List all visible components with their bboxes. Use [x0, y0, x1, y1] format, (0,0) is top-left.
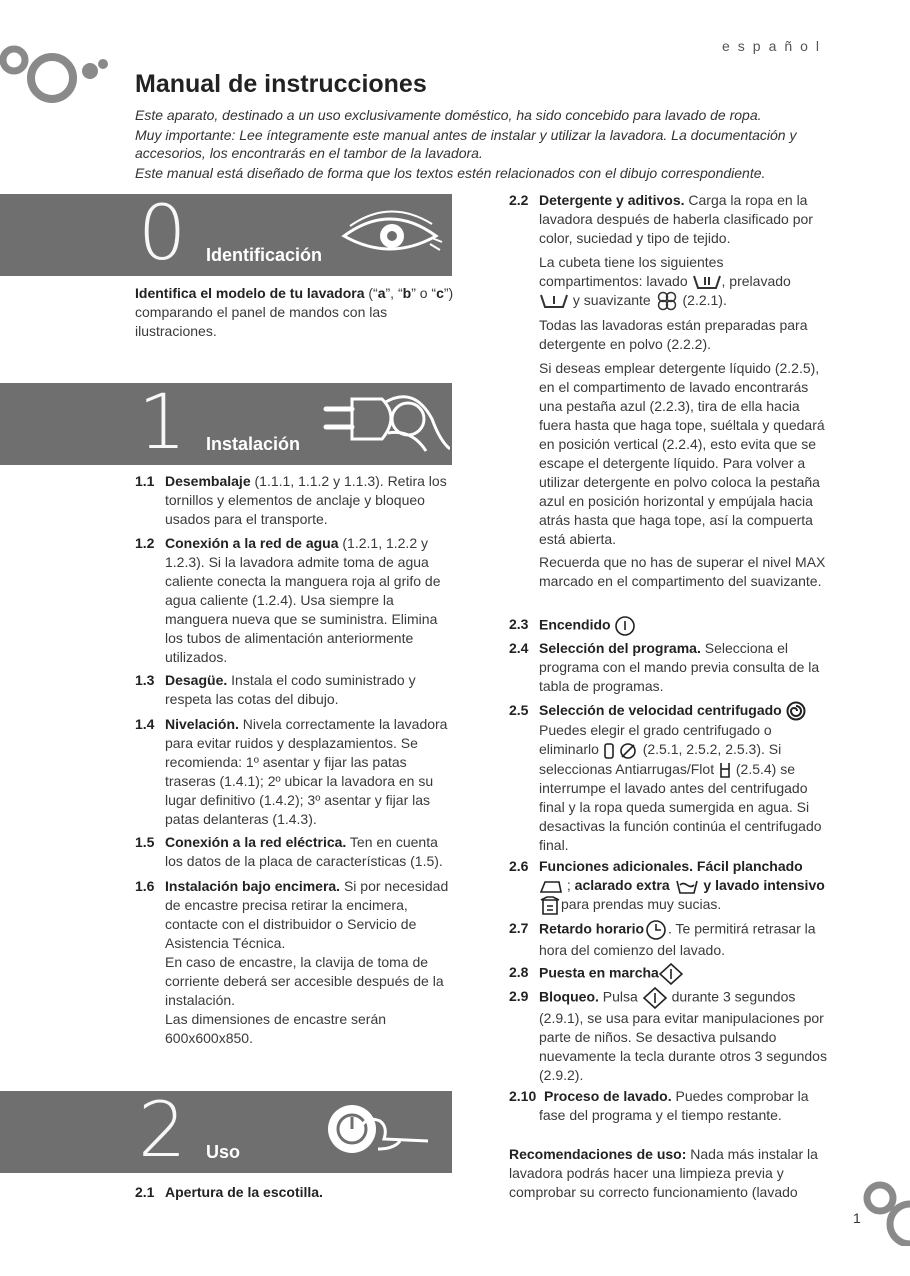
section-0-banner [0, 188, 452, 277]
clock-icon [644, 919, 668, 941]
eye-icon [340, 208, 444, 262]
list-item: 2.4 Selección del programa. Selecciona el programa con el mando previa consulta de la tabla de programas. [509, 640, 820, 694]
section-number: 1 [138, 377, 187, 466]
extra-rinse-icon [674, 877, 700, 895]
section-number: 0 [138, 188, 187, 277]
list-item: 2.5 Selección de velocidad centrifugado Puedes elegir el grado centrifugado o eliminarlo (2.5.1, 2.5.2, 2.5.3). Si seleccionas Antiarrugas/Flot (2.5.4) se interrumpe el lavado antes del centrifugado final y la ropa queda sumergida en agua. Si desactivas la función continúa el centrifugado final. [509, 702, 822, 853]
finger-button-icon [318, 1099, 438, 1167]
paragraph: Si deseas emplear detergente líquido (2.2.5), en el compartimento de lavado encontrarás una pestaña azul (2.2.3), tira de ella hacia fuera hasta que haga tope, suéltala y quedará en posición vertical (2.2.4), esto evita que se escape el detergente líquido. Para volver a utilizar detergente en polvo coloca la pestaña azul en posición horizontal y empújala hacia atrás hasta que haga tope, así la compuerta está abierta. [539, 360, 825, 547]
section-label: Instalación [206, 434, 301, 454]
spin-icon [786, 701, 806, 721]
section-label: Identificación [206, 245, 323, 265]
plug-icon [322, 389, 450, 459]
list-item: 1.5 Conexión a la red eléctrica. Ten en cuenta los datos de la placa de características (1.5). [135, 834, 443, 869]
softener-compartment-icon [655, 291, 679, 311]
page-title: Manual de instrucciones [135, 70, 427, 98]
section-label: Uso [206, 1142, 241, 1162]
recommendations-text: Recomendaciones de uso: Nada más instalar la lavadora podrás hacer una limpieza previa y comprobar su correcto funcionamiento (lavado [509, 1146, 818, 1200]
paragraph: Recuerda que no has de superar el nivel MAX marcado en el compartimento del suavizante. [539, 554, 826, 589]
list-item: 2.3 Encendido [509, 615, 829, 637]
power-icon [614, 615, 636, 637]
section-0-text: Identifica el modelo de tu lavadora (“a”, “b” o “c”) comparando el panel de mandos con las ilustraciones. [135, 285, 454, 339]
list-item: 1.1 Desembalaje (1.1.1, 1.1.2 y 1.1.3). Retira los tornillos y elementos de anclaje y bloqueo usados para el transporte. [135, 473, 447, 527]
intro-line-3: Este manual está diseñado de forma que los textos estén relacionados con el dibujo correspondiente. [135, 165, 766, 181]
language-label: español [722, 38, 828, 54]
decorative-circles-icon [0, 38, 110, 113]
start-pause-icon [659, 963, 683, 985]
section-number: 2 [138, 1085, 187, 1174]
page-number: 1 [853, 1210, 861, 1226]
intro-line-2: Muy importante: Lee íntegramente este manual antes de instalar y utilizar la lavadora. La documentación y accesorios, los encontrarás en el tambor de la lavadora. [135, 127, 797, 161]
start-pause-icon [642, 987, 668, 1009]
list-item: 1.3 Desagüe. Instala el codo suministrado y respeta las cotas del dibujo. [135, 672, 416, 707]
list-item: 2.8 Puesta en marcha [509, 963, 829, 985]
list-item: 2.10 Proceso de lavado. Puedes comprobar la fase del programa y el tiempo restante. [509, 1088, 809, 1123]
no-spin-icon [603, 742, 639, 760]
prewash-compartment-icon [539, 293, 569, 309]
list-item: 2.2 Detergente y aditivos. Carga la ropa en la lavadora después de haberla clasificado por color, suciedad y tipo de tejido. [509, 192, 813, 246]
list-item: 1.6 Instalación bajo encimera. Si por necesidad de encastre precisa retirar la encimera, contacte con el distribuidor o Servicio de Asistencia Técnica. En caso de encastre, la clavija de toma de corriente deberá ser accesible después de la instalación. Las dimensiones de encastre serán 600x600x850. [135, 878, 449, 1046]
wash-compartment-icon [692, 274, 722, 290]
list-item: 1.4 Nivelación. Nivela correctamente la lavadora para evitar ruidos y desplazamientos. Se recomienda: 1º asentar y fijar las patas traseras (1.4.1); 2º ubicar la lavadora en su lugar definitivo (1.4.2); 3º asentar y fijar las patas delanteras (1.4.3). [135, 716, 448, 827]
intensive-wash-icon [539, 896, 561, 916]
list-item: 1.2 Conexión a la red de agua (1.2.1, 1.2.2 y 1.2.3). Si la lavadora admite toma de agua caliente conecta la manguera roja al grifo de agua caliente (1.2.4). Usa siempre la manguera nueva que se suministra. Elimina los tubos de alimentación anteriormente utilizados. [135, 535, 441, 665]
anti-crease-icon [718, 761, 732, 779]
list-item: 2.6 Funciones adicionales. Fácil planchado ; aclarado extra y lavado intensivopara prendas muy sucias. [509, 857, 829, 916]
list-item: 2.9 Bloqueo. Pulsa durante 3 segundos (2.9.1), se usa para evitar manipulaciones por parte de niños. Se desactiva pulsando nuevamente la tecla durante otros 3 segundos (2.9.2). [509, 988, 827, 1083]
decorative-circles-icon [860, 1176, 910, 1246]
section-1-banner [0, 377, 452, 466]
list-item: 2.1 Apertura de la escotilla. [135, 1184, 323, 1200]
paragraph: Todas las lavadoras están preparadas para detergente en polvo (2.2.2). [539, 317, 808, 352]
list-item: 2.7 Retardo horario . Te permitirá retrasar la hora del comienzo del lavado. [509, 920, 816, 958]
easy-iron-icon [539, 878, 563, 894]
paragraph: La cubeta tiene los siguientes compartimentos: lavado , prelavado y suavizante (2.2.1). [539, 253, 829, 311]
section-2-banner [0, 1085, 452, 1174]
intro-line-1: Este aparato, destinado a un uso exclusivamente doméstico, ha sido concebido para lavado de ropa. [135, 107, 762, 123]
